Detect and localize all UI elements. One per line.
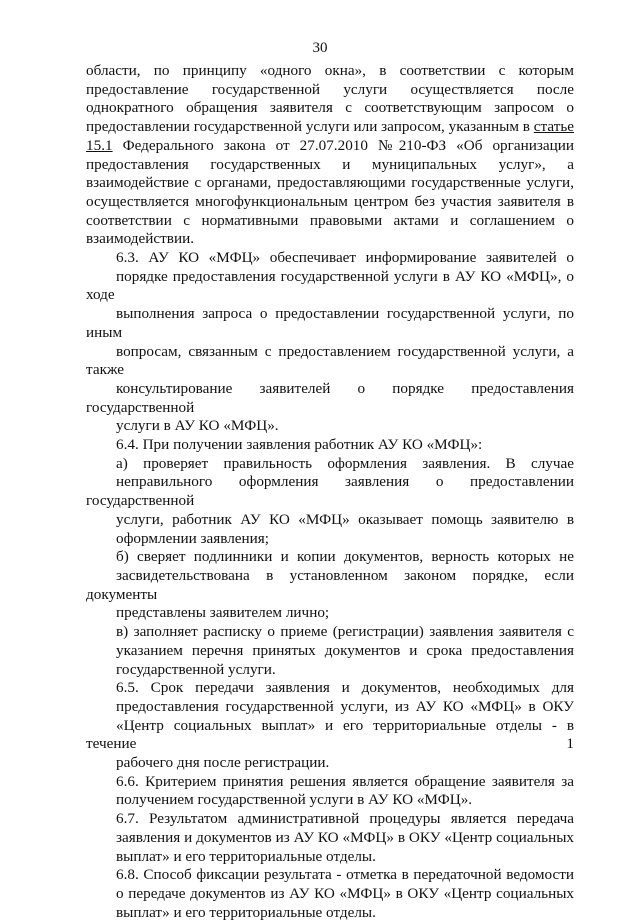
paragraph-6-4: [86, 436, 574, 455]
text-line: 6.3. АУ КО «МФЦ» обеспечивает информирование заявителей о: [116, 249, 574, 267]
text-line: заявления и документов из АУ КО «МФЦ» в ОКУ «Центр социальных: [116, 828, 574, 846]
law-article-link: статье: [533, 118, 574, 136]
text-line: однократного обращения заявителя с соответствующим запросом о: [86, 99, 574, 117]
text-line: 6.8. Способ фиксации результата - отметка в передаточной ведомости: [116, 866, 574, 884]
document-body: [86, 62, 574, 922]
text-line: получением государственной услуги в АУ КО «МФЦ».: [116, 791, 473, 809]
law-article-link: 15.1: [86, 136, 113, 154]
paragraph-6-4-a: [86, 455, 574, 549]
paragraph-6-6: [86, 773, 574, 810]
text-line: указанием перечня принятых документов и срока предоставления: [116, 641, 574, 659]
page-number: 30: [312, 40, 328, 56]
text-line: предоставления государственной услуги, из АУ КО «МФЦ» в ОКУ: [116, 697, 574, 715]
paragraph-6-8: [86, 866, 574, 922]
text-line: 15.1 Федерального закона от 27.07.2010 №210-ФЗ «Об организации: [86, 136, 574, 154]
text-line: осуществляется многофункциональным центром без участия заявителя в: [86, 192, 574, 210]
paragraph-6-7: [86, 810, 574, 866]
text-line: «Центр социальных выплат» и его территориальные отделы - в течение 1: [86, 716, 574, 753]
text-line: взаимодействии.: [86, 230, 195, 248]
text-line: в) заполняет расписку о приеме (регистрации) заявления заявителя с: [116, 623, 574, 641]
paragraph-6-3: [86, 249, 574, 436]
text-line: выплат» и его территориальные отделы.: [116, 847, 376, 865]
text-line: а) проверяет правильность оформления заявления. В случае: [116, 454, 574, 472]
text-line: представлены заявителем лично;: [116, 604, 330, 622]
text-line: оформлении заявления;: [116, 529, 269, 547]
text-line: б) сверяет подлинники и копии документов, верность которых не: [116, 548, 574, 566]
text-line: 6.6. Критерием принятия решения является обращение заявителя за: [116, 772, 574, 790]
text-line: государственной услуги.: [116, 660, 276, 678]
text-line: предоставление государственной услуги осуществляется после: [86, 80, 574, 98]
text-line: неправильного оформления заявления о предоставлении государственной: [86, 473, 574, 510]
text-line: 6.4. При получении заявления работник АУ КО «МФЦ»:: [116, 436, 483, 454]
paragraph-6-5: [86, 679, 574, 773]
paragraph-continuation: [86, 62, 574, 249]
text-line: выполнения запроса о предоставлении государственной услуги, по иным: [86, 305, 574, 341]
text-line: предоставлении государственной услуги или запросом, указанным в статье: [86, 118, 574, 136]
text-line: консультирование заявителей о порядке предоставления государственной: [86, 379, 574, 416]
text-line: 6.5. Срок передачи заявления и документов, необходимых для: [116, 679, 574, 697]
text-line: предоставления государственных и муниципальных услуг», а: [86, 155, 574, 173]
paragraph-6-4-b: [86, 548, 574, 623]
text-line: порядке предоставления государственной услуги в АУ КО «МФЦ», о ходе: [86, 267, 574, 304]
text-line: услуги в АУ КО «МФЦ».: [116, 417, 279, 435]
text-line: 6.7. Результатом административной процедуры является передача: [116, 810, 574, 828]
text-line: вопросам, связанным с предоставлением государственной услуги, а также: [86, 342, 574, 379]
text-line: засвидетельствована в установленном законом порядке, если документы: [86, 566, 574, 603]
text-line: области, по принципу «одного окна», в соответствии с которым: [86, 62, 574, 79]
text-line: услуги, работник АУ КО «МФЦ» оказывает помощь заявителю в: [116, 510, 574, 528]
paragraph-6-4-c: [86, 623, 574, 679]
text-line: выплат» и его территориальные отделы.: [116, 903, 376, 921]
text-line: взаимодействие с органами, предоставляющими государственные услуги,: [86, 174, 574, 192]
text-line: о передаче документов из АУ КО «МФЦ» в ОКУ «Центр социальных: [116, 884, 574, 902]
text-line: соответствии с нормативными правовыми актами и соглашением о: [86, 211, 574, 229]
text-line: рабочего дня после регистрации.: [116, 754, 330, 772]
